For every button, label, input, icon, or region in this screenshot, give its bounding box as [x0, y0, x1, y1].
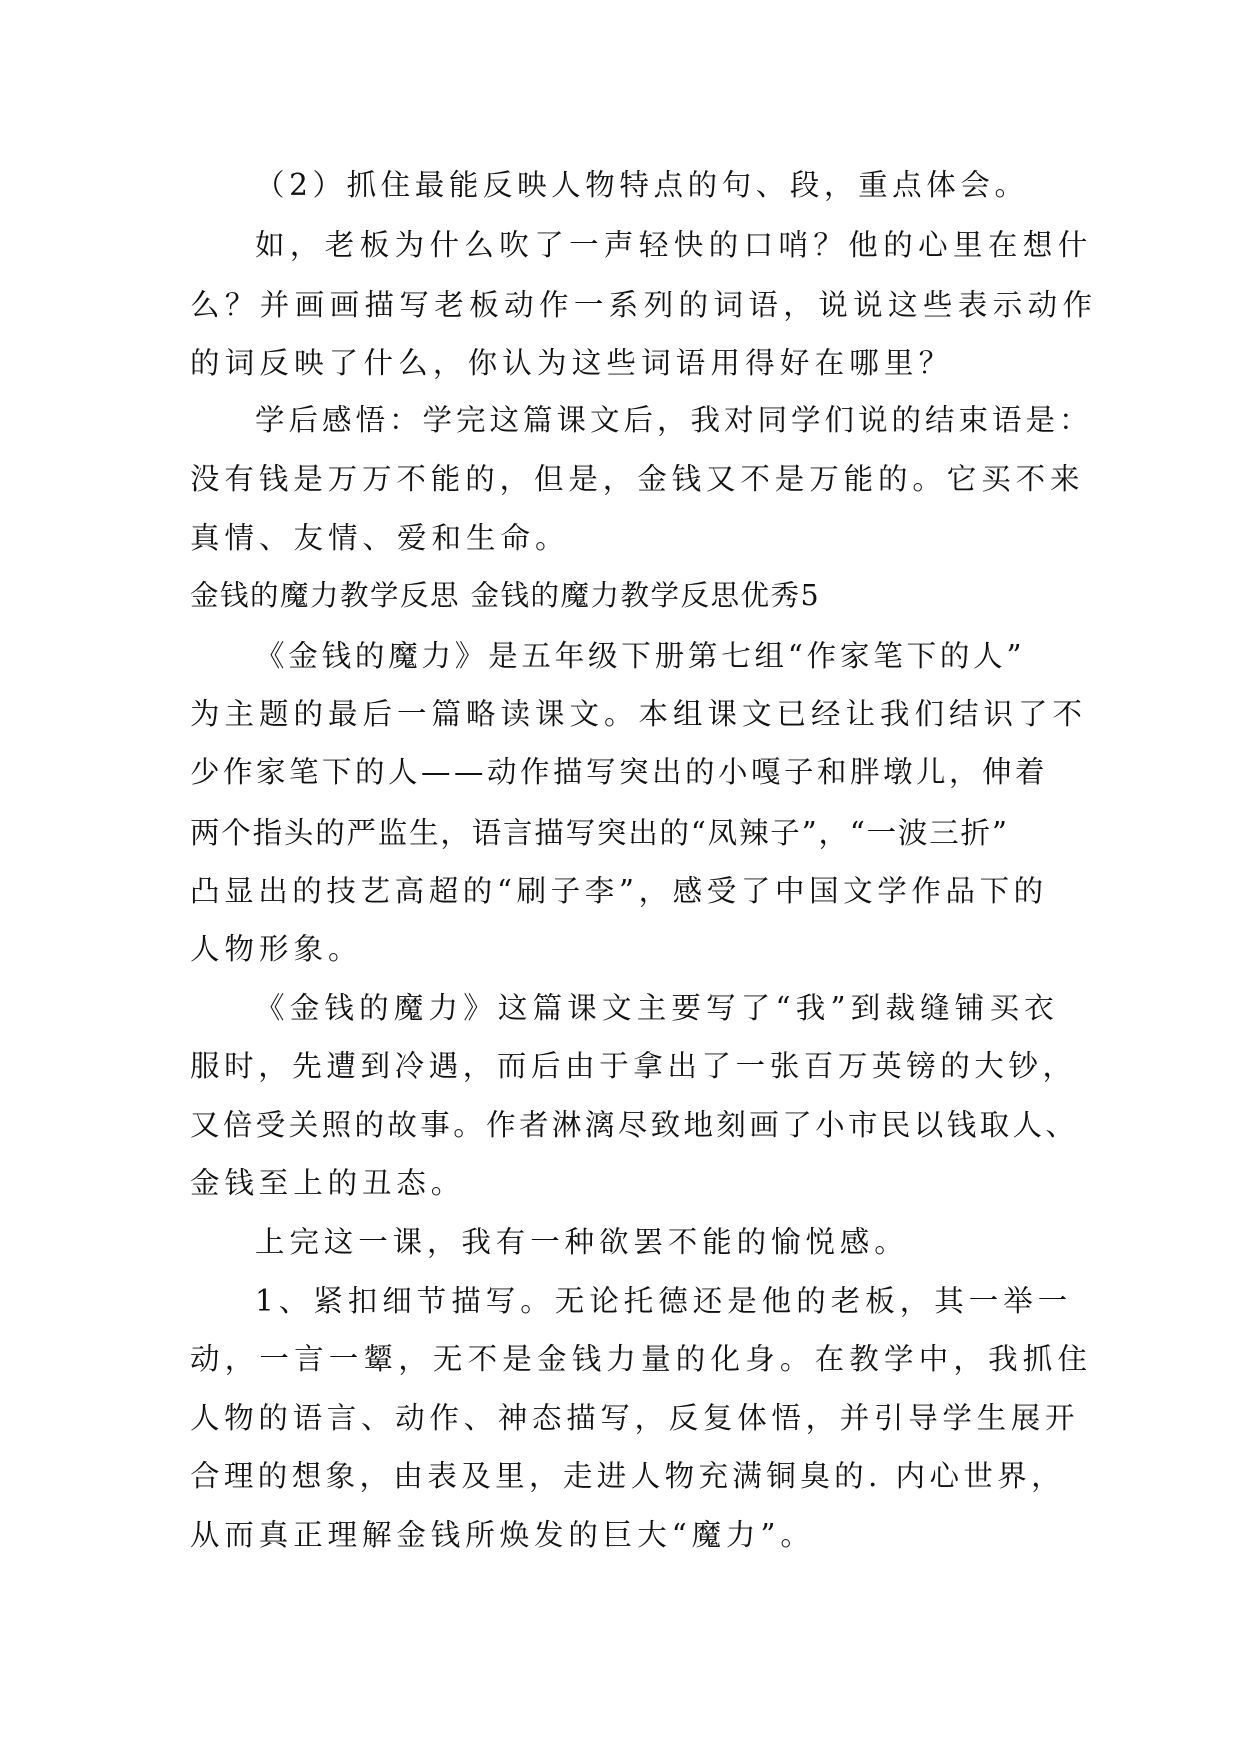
paragraph-line: 凸显出的技艺高超的“刷子李”，感受了中国文学作品下的 — [190, 874, 1048, 908]
paragraph-line: 学后感悟：学完这篇课文后，我对同学们说的结束语是： — [255, 403, 1093, 437]
paragraph-line: 合理的想象，由表及里，走进人物充满铜臭的. 内心世界， — [190, 1459, 1066, 1493]
paragraph-line: 又倍受关照的故事。作者淋漓尽致地刻画了小市民以钱取人、 — [190, 1108, 1079, 1142]
paragraph-line: 两个指头的严监生，语言描写突出的“凤辣子”，“一波三折” — [190, 816, 1009, 850]
paragraph-line: 上完这一课，我有一种欲罢不能的愉悦感。 — [255, 1225, 909, 1259]
paragraph-line: 1、紧扣细节描写。无论托德还是他的老板，其一举一 — [255, 1284, 1073, 1318]
paragraph-line: 动，一言一颦，无不是金钱力量的化身。在教学中，我抓住 — [190, 1342, 1093, 1376]
paragraph-line: 从而真正理解金钱所焕发的巨大“魔力”。 — [190, 1518, 815, 1552]
paragraph-line: 服时，先遭到冷遇，而后由于拿出了一张百万英镑的大钞， — [190, 1049, 1077, 1083]
paragraph-line: 如，老板为什么吹了一声轻快的口哨？他的心里在想什 — [255, 228, 1093, 262]
section-heading: 金钱的魔力教学反思 金钱的魔力教学反思优秀5 — [190, 579, 821, 612]
paragraph-line: 真情、友情、爱和生命。 — [190, 521, 570, 555]
paragraph-line: （2）抓住最能反映人物特点的句、段，重点体会。 — [255, 168, 1029, 202]
paragraph-line: 人物形象。 — [190, 932, 363, 966]
paragraph-line: 人物的语言、动作、神态描写，反复体悟，并引导学生展开 — [190, 1401, 1080, 1435]
paragraph-line: 么？并画画描写老板动作一系列的词语，说说这些表示动作 — [190, 288, 1098, 322]
paragraph-line: 为主题的最后一篇略读课文。本组课文已经让我们结识了不 — [190, 697, 1088, 731]
paragraph-line: 的词反映了什么，你认为这些词语用得好在哪里？ — [190, 346, 954, 380]
paragraph-line: 《金钱的魔力》是五年级下册第七组“作家笔下的人” — [255, 639, 1026, 673]
paragraph-line: 《金钱的魔力》这篇课文主要写了“我”到裁缝铺买衣 — [255, 991, 1059, 1025]
paragraph-line: 金钱至上的丑态。 — [190, 1166, 466, 1200]
paragraph-line: 没有钱是万万不能的，但是，金钱又不是万能的。它买不来 — [190, 462, 1085, 496]
paragraph-line: 少作家笔下的人——动作描写突出的小嘎子和胖墩儿，伸着 — [190, 755, 1049, 789]
